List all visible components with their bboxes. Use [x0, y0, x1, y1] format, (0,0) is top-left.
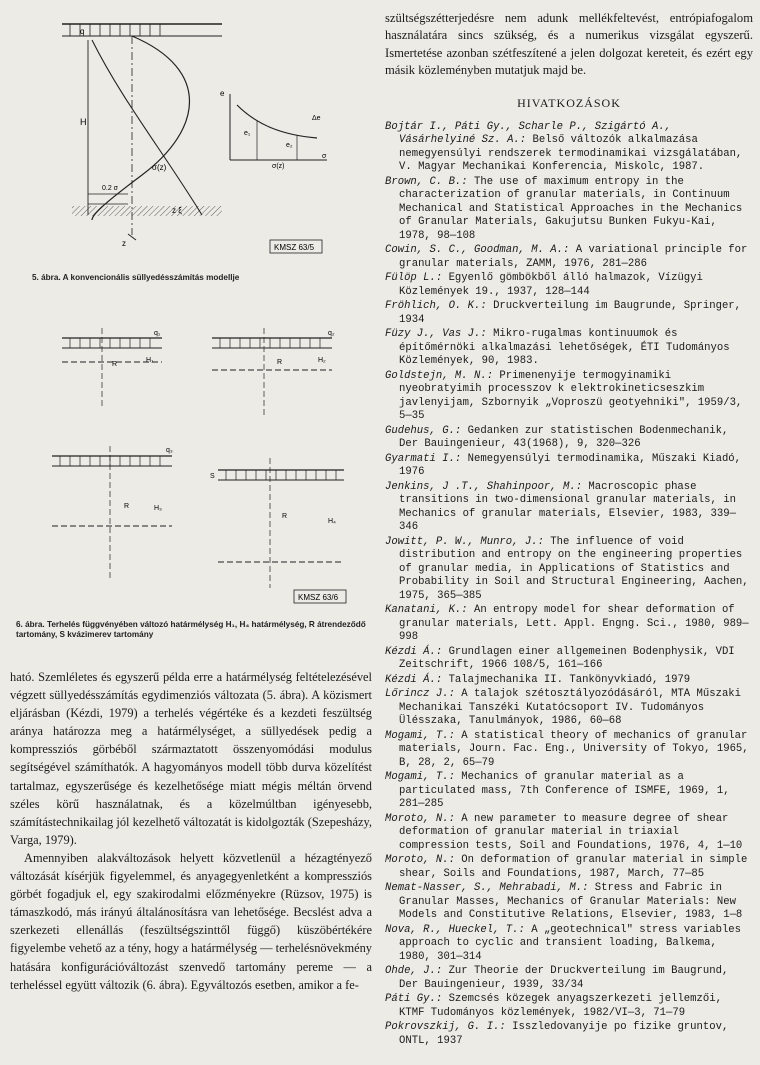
reference-title: Belső változók alkalmazása nemegyensúlyi rendszerek termodinamikai vizsgálatában, V. Magyar Mechanikai Konferencia, Miskolc, 1987.: [399, 134, 743, 174]
reference-item: [385, 300, 753, 327]
reference-item: [385, 272, 753, 299]
reference-author: Jenkins, J .T., Shahinpoor, M.:: [385, 480, 583, 493]
reference-title: Primenenyije termogyinamiki nyeobratyimih processzov k elektrokineticseszkim javlenyijam, Szbornyik „Voproszü geotyehniki", 1959/3, 5—35: [399, 369, 743, 423]
label-H3: H₃: [154, 505, 162, 512]
reference-author: Gyarmati I.:: [385, 452, 462, 465]
right-intro-text: szültségszétterjedésre nem adunk mellékfeltevést, entrópiafogalom használatára sincs szükség, és a numerikus vizsgálat egyszerű. Ismertetése azonban szétfeszítené a jelen dolgozat kereteit, és ezért egy másik közleményben mutatjuk majd be.: [385, 11, 753, 78]
reference-author: Bojtár I., Páti Gy., Scharle P., Szigártó A., Vásárhelyiné Sz. A.:: [385, 120, 672, 147]
reference-title: Gedanken zur statistischen Bodenmechanik, Der Bauingenieur, 43(1968), 9, 320—326: [399, 424, 729, 451]
reference-item: [385, 965, 753, 992]
label-S: S: [210, 473, 215, 480]
figure-5-stamp: KMSZ 63/5: [274, 243, 315, 252]
reference-title: Zur Theorie der Druckverteilung im Baugrund, Der Bauingenieur, 1939, 33/34: [399, 965, 729, 991]
reference-item: [385, 854, 753, 881]
paragraph-2: Amennyiben alakváltozások helyett közvetlenül a hézagtényező változását kísérjük figyelemmel, és anyagegyenletként a kompressziós görbét fogadjuk el, egy szakirodalmi előzményekre (Rüzsov, 1975) is támaszkodó, más irányú általánosításra van lehetősége. Becslést adva a szerkezeti ellenállás (feszültségszinttől függő) küszöbértékére figyelembe vehető az a tény, hogy a határmélység — terhelésnövekmény hatására konfigurációváltozást szenvedő tartomány pereme — a terheléssel együtt változik (6. ábra). Egyváltozós esetben, amikor a fe-: [10, 850, 372, 992]
label-e: e: [220, 89, 225, 98]
reference-item: [385, 328, 753, 369]
reference-title: Macroscopic phase transitions in two-dimensional granular materials, in Mechanics of granular materials, Elsevier, 1983, 339—346: [399, 480, 736, 534]
reference-title: Grundlagen einer allgemeinen Bodenphysik, VDI Zeitschrift, 1966 108/5, 161—166: [399, 645, 735, 672]
left-column: [10, 0, 375, 1065]
reference-item: [385, 993, 753, 1020]
reference-item: [385, 688, 753, 729]
label-z: z: [122, 239, 126, 248]
reference-item: [385, 481, 753, 535]
reference-title: Mechanics of granular material as a particulated mass, 7th Conference of ISMFE, 1969, 1, 281—285: [399, 771, 730, 811]
reference-item: [385, 646, 753, 673]
reference-list: [385, 121, 753, 1049]
reference-item: [385, 244, 753, 271]
right-column: [385, 0, 753, 1065]
label-H: H: [80, 117, 87, 127]
reference-author: Fröhlich, O. K.:: [385, 300, 487, 313]
reference-title: An entropy model for shear deformation of granular materials, Lett. Appl. Engng. Sci., 1980, 989—998: [399, 604, 749, 644]
label-dz: 0.2 σ: [102, 185, 118, 192]
reference-author: Páti Gy.:: [385, 993, 443, 1006]
reference-title: Egyenlő gömbökből álló halmazok, Vízügyi Közlemények 19., 1937, 128—144: [399, 272, 703, 298]
figure-6-stamp: KMSZ 63/6: [298, 593, 339, 602]
reference-author: Gudehus, G.:: [385, 424, 462, 437]
reference-title: A new parameter to measure degree of shear deformation of granular material in triaxial compression tests, Soil and Foundations, 1976, 4, 1—10: [399, 812, 743, 852]
reference-author: Mogami, T.:: [385, 771, 455, 784]
reference-author: Jowitt, P. W., Munro, J.:: [385, 535, 544, 548]
reference-author: Kanatani, K.:: [385, 604, 468, 617]
reference-item: [385, 121, 753, 175]
figure-5-diagram: [32, 10, 342, 270]
reference-title: The influence of void distribution and entropy on the engineering properties of granular media, in Applications of Statistics and Probability in Soil and Structural Engineering, Aachen, 1975, 365—385: [399, 535, 749, 602]
label-sigma-z: σ(z): [152, 163, 167, 172]
reference-title: Stress and Fabric in Granular Masses, Mechanics of Granular Materials: New Models and Constitutive Relations, Elsevier, 1983, 1—8: [399, 882, 743, 922]
label-zeta: z ξ: [172, 206, 182, 215]
figure-6-caption: 6. ábra. Terhelés függvényében változó határmélység H₁, H₄ határmélység, R átrendeződő tartomány, S kvázimerev tartomány: [16, 620, 366, 639]
reference-author: Kézdi Á.:: [385, 673, 443, 686]
references-heading: HIVATKOZÁSOK: [517, 95, 621, 110]
reference-title: A statistical theory of mechanics of granular materials, Journ. Fac. Eng., University of Tokyo, 1965, B, 28, 2, 65—79: [399, 729, 749, 769]
reference-author: Kézdi Á.:: [385, 645, 443, 658]
label-R-2: R: [277, 359, 283, 366]
reference-title: Szemcsés közegek anyagszerkezeti jellemzői, KTMF Tudományos közlemények, 1982/VI—3, 71—79: [399, 993, 722, 1019]
label-R-1: R: [112, 361, 118, 368]
paragraph-1: ható. Szemléletes és egyszerű példa erre a határmélység feltételezésével végzett süllyedésszámítás egydimenziós változata (5. ábra). A közismert eljárásban (Kézdi, 1979) a terhelés végértéke és a kezdeti feszültség aránya határozza meg a határmélységet, a süllyedések pedig a kompressziós görbéből származtatott összenyomódási modulus segítségével számíthatók. A hagyományos modell több durva közelítést tartalmaz, egyszerűsége és kezelhetősége miatt mégis méltán örvend széles körű használatnak, és a közelmúltban igényesebb, számítástechnikailag jól kezelhető változatát is kidolgozták (Szepesházy, Varga, 1979).: [10, 670, 372, 847]
reference-author: Nemat-Nasser, S., Mehrabadi, M.:: [385, 882, 589, 895]
figure-6-diagram: [32, 318, 352, 608]
label-H2: H₂: [318, 357, 326, 364]
reference-title: Druckverteilung im Baugrunde, Springer, 1934: [399, 300, 742, 326]
reference-item: [385, 924, 753, 965]
label-sigma-z2: σ(z): [272, 163, 285, 170]
reference-item: [385, 453, 753, 480]
reference-item: [385, 730, 753, 771]
reference-title: The use of maximum entropy in the characterization of granular materials, in Continuum Mechanical and Statistical Approaches in the Mechanics of Granular Materials, Gakujutsu Bunken Fukyu-Kai, 1978, 98—108: [399, 175, 743, 242]
left-body-text: [10, 668, 372, 994]
reference-item: [385, 604, 753, 645]
label-R-3: R: [124, 503, 130, 510]
reference-author: Füzy J., Vas J.:: [385, 328, 487, 341]
reference-author: Brown, C. B.:: [385, 175, 468, 188]
reference-author: Nova, R., Hueckel, T.:: [385, 923, 525, 936]
label-e2: e₂: [286, 142, 293, 149]
label-H4: H₄: [328, 518, 336, 525]
reference-title: Talajmechanika II. Tankönyvkiadó, 1979: [442, 673, 691, 686]
reference-title: A variational principle for granular materials, ZAMM, 1976, 281—286: [399, 244, 748, 270]
reference-title: A talajok szétosztályozódásáról, MTA Műszaki Mechanikai Tanszéki Kutatócsoport IV. Tudományos Ülésszaka, Tanulmányok, 1986, 60—68: [399, 688, 742, 728]
reference-author: Fülöp L.:: [385, 272, 443, 285]
reference-item: [385, 771, 753, 812]
reference-title: Isszledovanyije po fizike gruntov, ONTL, 1937: [399, 1021, 729, 1047]
label-sigma: σ: [322, 153, 327, 160]
label-R-4: R: [282, 513, 288, 520]
reference-author: Cowin, S. C., Goodman, M. A.:: [385, 244, 570, 257]
reference-author: Ohde, J.:: [385, 965, 443, 978]
reference-item: [385, 1021, 753, 1048]
reference-author: Moroto, N.:: [385, 854, 455, 867]
reference-item: [385, 882, 753, 923]
reference-item: [385, 370, 753, 424]
reference-title: Mikro-rugalmas kontinuumok és építőmérnöki alkalmazási lehetőségek, ÉTI Tudományos Közlemények, 90, 1983.: [399, 328, 730, 368]
reference-item: [385, 813, 753, 854]
reference-item: [385, 536, 753, 604]
label-q1: q₁: [154, 330, 161, 337]
reference-author: Goldstejn, M. N.:: [385, 369, 494, 382]
reference-item: [385, 674, 753, 688]
reference-author: Pokrovszkij, G. I.:: [385, 1021, 506, 1034]
reference-item: [385, 425, 753, 452]
reference-author: Mogami, T.:: [385, 729, 455, 742]
figure-5-caption: 5. ábra. A konvencionális süllyedésszámítás modellje: [32, 273, 240, 282]
label-e1: e₁: [244, 130, 251, 137]
label-delta-e: Δe: [312, 115, 321, 122]
reference-title: On deformation of granular material in simple shear, Soils and Foundations, 1987, March, 77—85: [399, 854, 748, 880]
label-q: q: [80, 27, 85, 36]
reference-item: [385, 176, 753, 244]
label-q3: q₃: [166, 447, 173, 454]
reference-author: Moroto, N.:: [385, 812, 455, 825]
label-q2: q₂: [328, 330, 335, 337]
reference-author: Lőrincz J.:: [385, 688, 455, 701]
reference-title: A „geotechnical" stress variables approach to cyclic and transient loading, Balkema, 1980, 301—314: [399, 923, 742, 963]
reference-title: Nemegyensúlyi termodinamika, Műszaki Kiadó, 1976: [399, 452, 742, 479]
label-H1: H₁: [146, 357, 154, 364]
